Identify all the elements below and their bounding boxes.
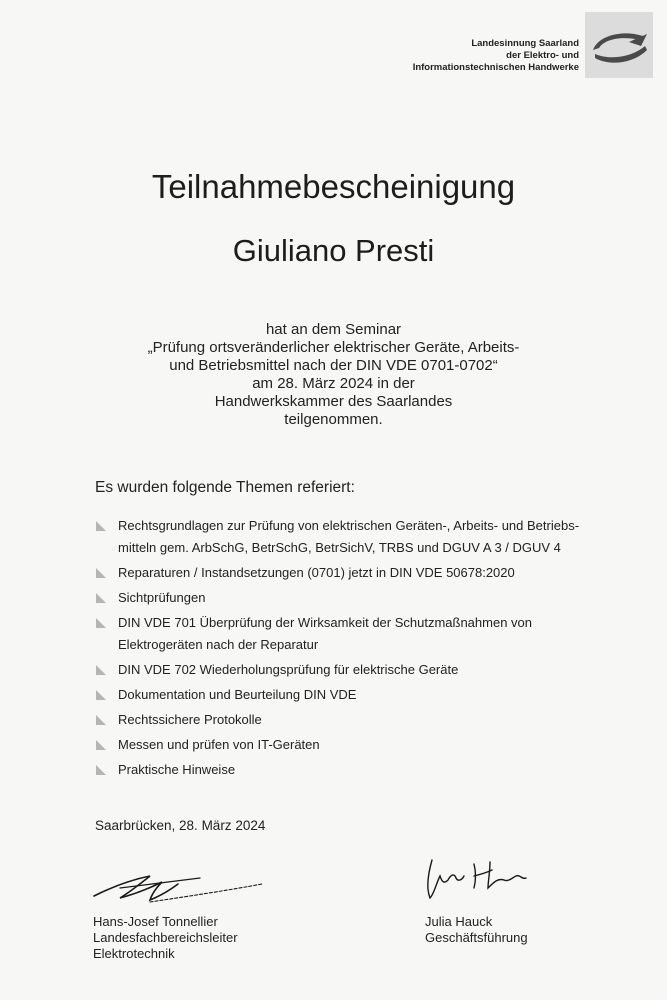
participant-name: Giuliano Presti [232, 233, 435, 268]
signer-name: Julia Hauck [425, 914, 493, 929]
list-item [96, 612, 636, 656]
topics-heading: Es wurden folgende Themen referiert: [95, 479, 355, 496]
list-item [96, 587, 636, 609]
list-item [96, 734, 636, 756]
topic-text: mitteln gem. ArbSchG, BetrSchG, BetrSichV, TRBS und DGUV A 3 / DGUV 4 [118, 540, 561, 555]
topic-text: Messen und prüfen von IT-Geräten [118, 737, 320, 752]
topic-text: DIN VDE 701 Überprüfung der Wirksamkeit der Schutzmaßnahmen von [118, 615, 533, 630]
organization-name [413, 38, 579, 74]
topic-text: DIN VDE 702 Wiederholungsprüfung für elektrische Geräte [118, 662, 459, 677]
topic-text: Rechtssichere Protokolle [118, 712, 262, 727]
signer-right [425, 914, 528, 946]
seminar-line: am 28. März 2024 in der [252, 375, 415, 392]
topic-text: Sichtprüfungen [118, 590, 206, 605]
topic-text: Dokumentation und Beurteilung DIN VDE [118, 687, 357, 702]
seminar-line: teilgenommen. [284, 411, 383, 428]
topic-text: Praktische Hinweise [118, 762, 236, 777]
list-item [96, 759, 636, 781]
list-item [96, 684, 636, 706]
triangle-bullet-icon [96, 740, 106, 750]
list-item [96, 515, 636, 559]
list-item [96, 659, 636, 681]
list-item [96, 709, 636, 731]
triangle-bullet-icon [96, 618, 106, 628]
signature-left [90, 858, 270, 908]
signature-right [418, 850, 538, 905]
list-item [96, 562, 636, 584]
place-date: Saarbrücken, 28. März 2024 [95, 818, 266, 833]
triangle-bullet-icon [96, 690, 106, 700]
signer-left [93, 914, 238, 962]
organization-line: Landesinnung Saarland [471, 38, 579, 49]
seminar-line: und Betriebsmittel nach der DIN VDE 0701-0702“ [169, 357, 498, 374]
seminar-line: „Prüfung ortsveränderlicher elektrischer Geräte, Arbeits- [147, 339, 520, 356]
triangle-bullet-icon [96, 568, 106, 578]
triangle-bullet-icon [96, 593, 106, 603]
signer-name: Hans-Josef Tonnellier [93, 914, 218, 929]
topic-text: Rechtsgrundlagen zur Prüfung von elektrischen Geräten-, Arbeits- und Betriebs- [118, 518, 580, 533]
seminar-line: Handwerkskammer des Saarlandes [214, 393, 453, 410]
seminar-line: hat an dem Seminar [265, 321, 402, 338]
landesinnung-logo-icon [585, 12, 653, 78]
seminar-description [0, 321, 667, 429]
signer-role: Elektrotechnik [93, 946, 175, 961]
signer-role: Geschäftsführung [425, 930, 528, 945]
triangle-bullet-icon [96, 521, 106, 531]
triangle-bullet-icon [96, 715, 106, 725]
organization-line: der Elektro- und [506, 50, 579, 61]
signer-role: Landesfachbereichsleiter [93, 930, 238, 945]
topics-list [96, 515, 636, 784]
organization-line: Informationstechnischen Handwerke [412, 62, 579, 73]
certificate-title: Teilnahmebescheinigung [151, 168, 516, 205]
triangle-bullet-icon [96, 765, 106, 775]
triangle-bullet-icon [96, 665, 106, 675]
topic-text: Elektrogeräten nach der Reparatur [118, 637, 319, 652]
topic-text: Reparaturen / Instandsetzungen (0701) jetzt in DIN VDE 50678:2020 [118, 565, 515, 580]
